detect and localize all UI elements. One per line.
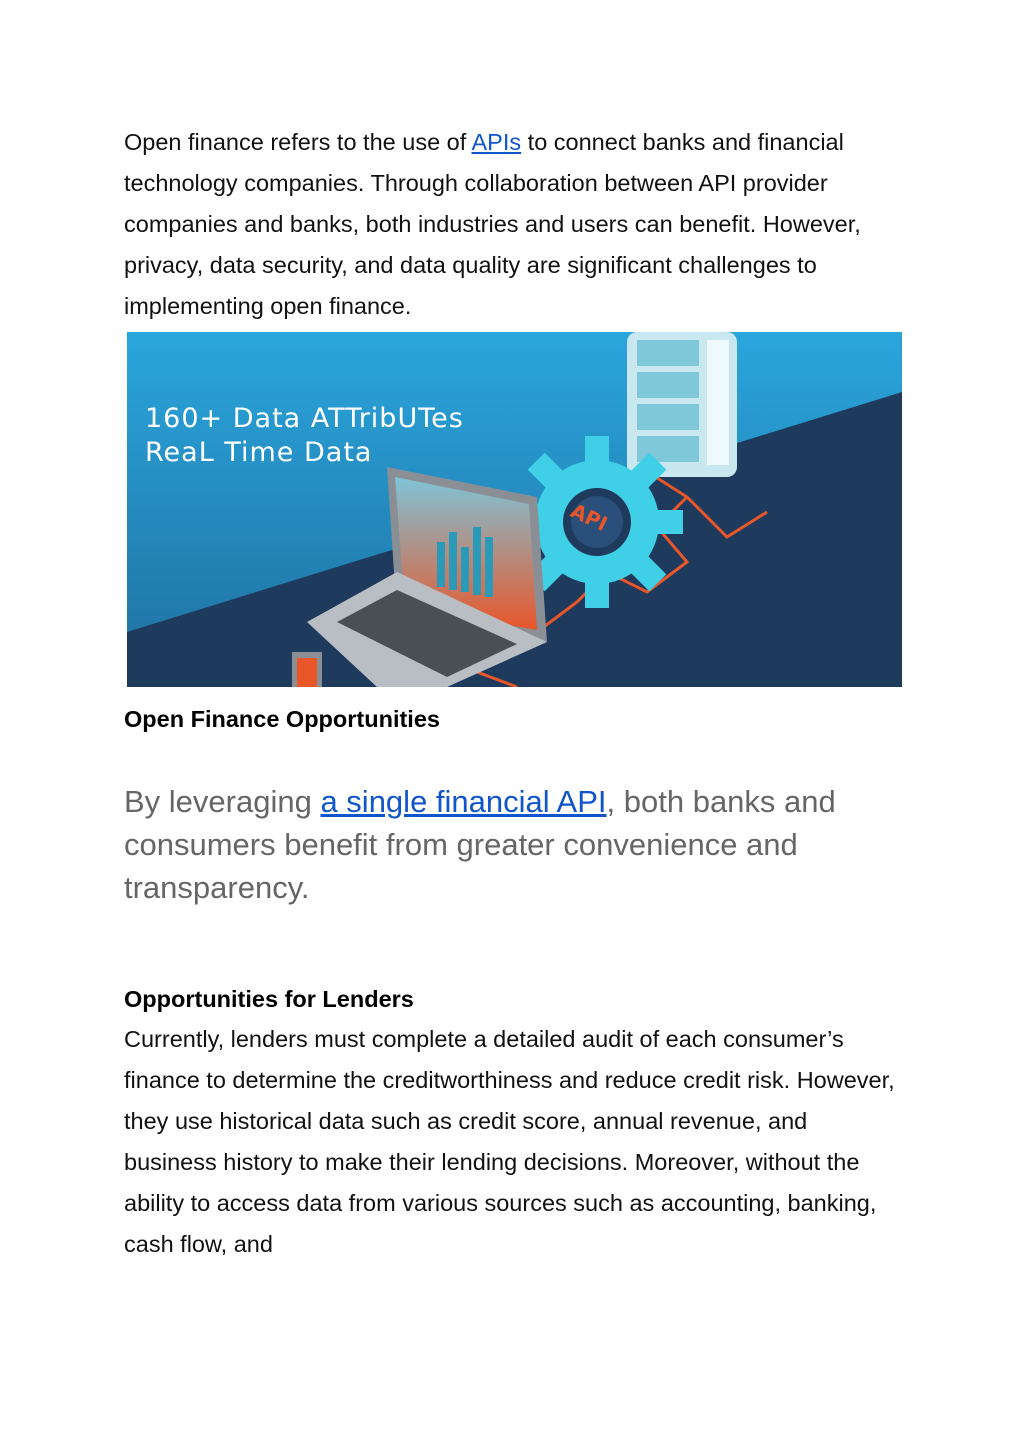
server-stack: [627, 332, 737, 477]
hero-line-attributes: 160+ Data ATTribUTes: [145, 403, 464, 434]
phone-icon: [292, 652, 322, 687]
lenders-paragraph: Currently, lenders must complete a detailed audit of each consumer’s finance to determine the creditworthiness and reduce credit risk. However, they use historical data such as credit score, annual revenue, and business history to make their lending decisions. Moreover, without the ability to access data from various sources such as accounting, banking, cash flow, and: [124, 1026, 895, 1257]
intro-text-end: to connect banks and financial technology companies. Through collaboration between API provider companies and banks, both industries and users can benefit. However, privacy, data security, and data quality are significant challenges to implementing open finance.: [124, 129, 861, 319]
pull-quote: [124, 780, 914, 909]
api-badge: API: [566, 498, 612, 537]
quote-text-end: , both banks and consumers benefit from greater convenience and transparency.: [124, 784, 836, 905]
section-title-lenders: Opportunities for Lenders: [124, 986, 414, 1012]
quote-text-start: By leveraging: [124, 784, 321, 819]
hero-illustration: [127, 332, 902, 687]
apis-link[interactable]: APIs: [471, 129, 522, 155]
section-title-opportunities: Open Finance Opportunities: [124, 706, 440, 732]
hero-graphic: [127, 332, 902, 687]
intro-paragraph: [124, 122, 904, 327]
intro-text-start: Open finance refers to the use of: [124, 129, 472, 155]
hero-line-realtime: ReaL Time Data: [145, 437, 373, 468]
single-financial-api-link[interactable]: a single financial API: [320, 784, 607, 819]
hero-caption: [145, 402, 464, 470]
